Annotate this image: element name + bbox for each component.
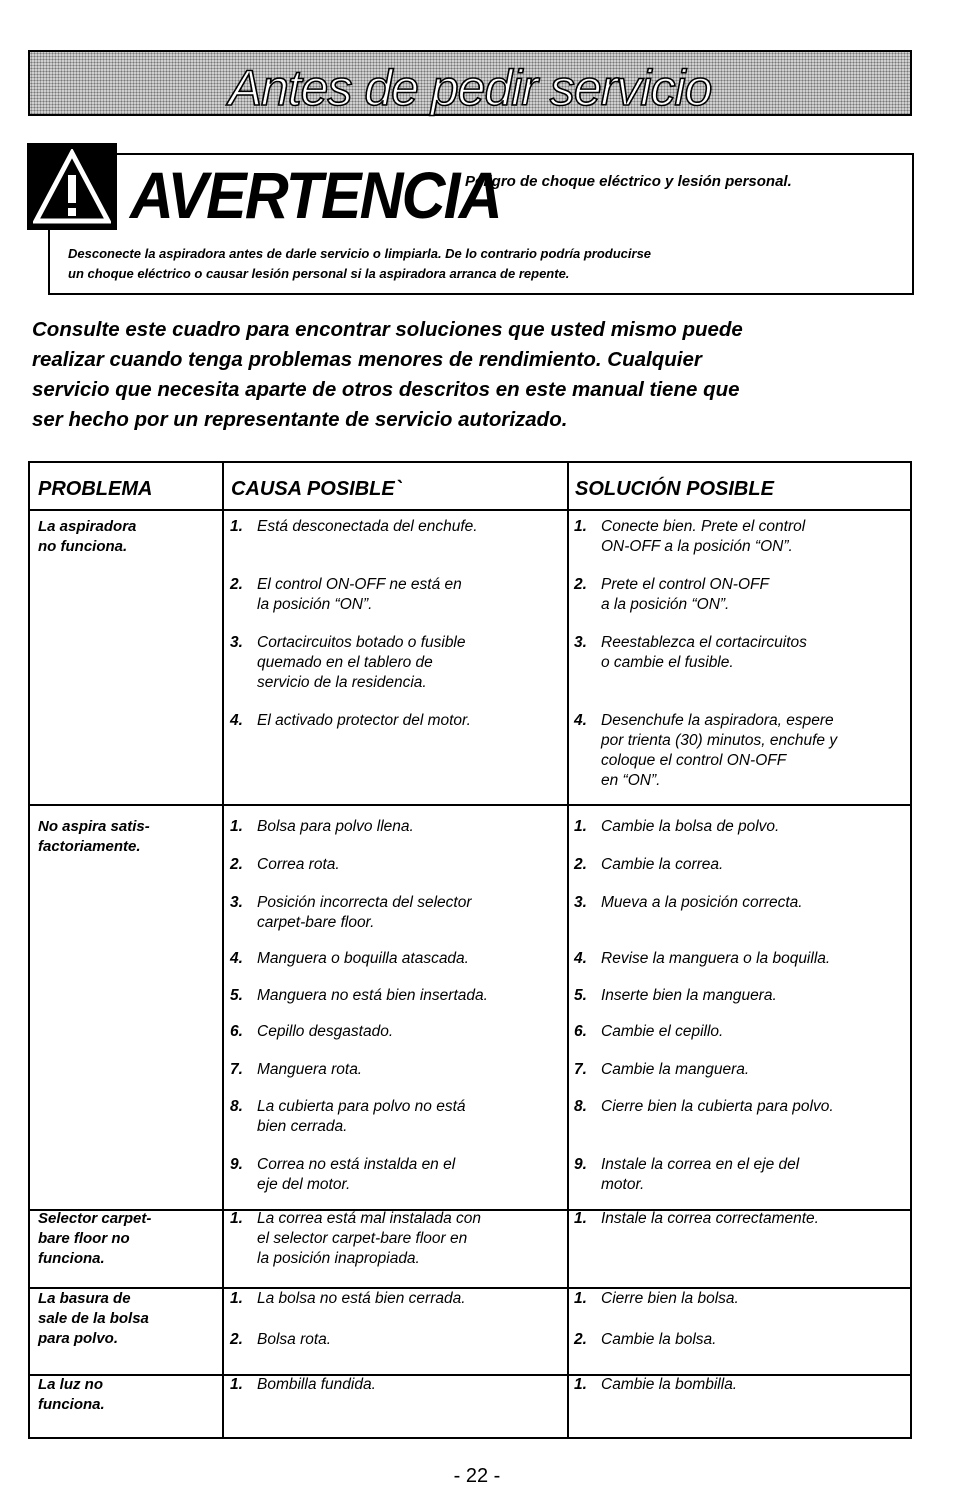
item-number: 8. xyxy=(574,1098,587,1115)
cause-item-text: Bolsa rota. xyxy=(257,1331,332,1348)
cause-item-text: Cepillo desgastado. xyxy=(257,1023,394,1040)
solution-item xyxy=(574,1330,914,1350)
cause-item-text: Está desconectada del enchufe. xyxy=(257,518,478,535)
solution-item-text: Prete el control ON-OFF a la posición “ON”. xyxy=(601,576,769,613)
solution-item-text: Cambie la manguera. xyxy=(601,1061,750,1078)
warning-title: AVERTENCIA xyxy=(130,158,501,232)
cause-item-text: Correa rota. xyxy=(257,856,340,873)
item-number: 1. xyxy=(574,818,587,835)
cause-item-text: Correa no está instalda en el eje del motor. xyxy=(257,1156,456,1193)
problem-cell: La aspiradora no funciona. xyxy=(38,518,137,555)
solution-item-text: Cierre bien la cubierta para polvo. xyxy=(601,1098,834,1115)
problem-cell: La basura de sale de la bolsa para polvo. xyxy=(38,1290,149,1347)
cause-item xyxy=(230,1022,560,1042)
header-solucion-posible: SOLUCIÓN POSIBLE xyxy=(575,478,774,500)
header-divider xyxy=(30,509,910,511)
cause-item xyxy=(230,1155,560,1195)
item-number: 4. xyxy=(574,950,587,967)
cause-item xyxy=(230,1330,560,1350)
cause-item xyxy=(230,817,560,837)
warning-body-line: un choque eléctrico o causar lesión personal si la aspiradora arranca de repente. xyxy=(68,266,570,281)
solution-item-text: Cambie la bolsa de polvo. xyxy=(601,818,780,835)
item-number: 1. xyxy=(574,1290,587,1307)
cause-item xyxy=(230,893,560,933)
solution-item xyxy=(574,893,914,913)
item-number: 4. xyxy=(574,712,587,729)
solution-item xyxy=(574,817,914,837)
solution-item-text: Instale la correa en el eje del motor. xyxy=(601,1156,800,1193)
item-number: 1. xyxy=(574,518,587,535)
solution-item-text: Cierre bien la bolsa. xyxy=(601,1290,739,1307)
cause-item-text: La bolsa no está bien cerrada. xyxy=(257,1290,466,1307)
solution-item-text: Reestablezca el cortacircuitos o cambie el fusible. xyxy=(601,634,807,671)
solution-item xyxy=(574,1097,914,1117)
warning-icon-block xyxy=(27,143,117,230)
item-number: 6. xyxy=(230,1023,243,1040)
cause-item-text: Bombilla fundida. xyxy=(257,1376,376,1393)
cause-item xyxy=(230,575,560,615)
warning-triangle-icon xyxy=(33,149,111,225)
cause-item-text: Posición incorrecta del selector carpet-bare floor. xyxy=(257,894,472,931)
cause-item-text: La cubierta para polvo no está bien cerrada. xyxy=(257,1098,466,1135)
page-title: Antes de pedir servicio xyxy=(228,60,712,116)
cause-item xyxy=(230,1375,560,1395)
item-number: 5. xyxy=(230,987,243,1004)
intro-line: servicio que necesita aparte de otros descritos en este manual tiene que xyxy=(32,378,740,401)
problem-cell: Selector carpet- bare floor no funciona. xyxy=(38,1210,152,1267)
troubleshooting-table xyxy=(28,461,912,1439)
item-number: 2. xyxy=(230,576,243,593)
cause-item xyxy=(230,1289,560,1309)
item-number: 7. xyxy=(574,1061,587,1078)
item-number: 1. xyxy=(230,1290,243,1307)
intro-line: realizar cuando tenga problemas menores de rendimiento. Cualquier xyxy=(32,348,702,371)
solution-item-text: Cambie la correa. xyxy=(601,856,724,873)
cause-item-text: Manguera no está bien insertada. xyxy=(257,987,488,1004)
warning-body-line: Desconecte la aspiradora antes de darle servicio o limpiarla. De lo contrario podría producirse xyxy=(68,246,652,261)
solution-item xyxy=(574,949,914,969)
solution-item xyxy=(574,855,914,875)
cause-item-text: Manguera o boquilla atascada. xyxy=(257,950,469,967)
warning-subtitle: Peligro de choque eléctrico y lesión personal. xyxy=(465,173,792,190)
solution-item-text: Desenchufe la aspiradora, espere por trienta (30) minutos, enchufe y coloque el control ON-OFF en “ON”. xyxy=(601,712,838,789)
solution-item xyxy=(574,633,914,673)
item-number: 1. xyxy=(574,1376,587,1393)
item-number: 7. xyxy=(230,1061,243,1078)
item-number: 2. xyxy=(574,576,587,593)
problem-cell: No aspira satis- factoriamente. xyxy=(38,818,150,855)
intro-paragraph xyxy=(32,315,912,435)
solution-item-text: Inserte bien la manguera. xyxy=(601,987,777,1004)
cause-item xyxy=(230,1209,560,1269)
solution-item xyxy=(574,986,914,1006)
solution-item xyxy=(574,1209,914,1229)
item-number: 2. xyxy=(574,856,587,873)
item-number: 3. xyxy=(230,634,243,651)
cause-item-text: Cortacircuitos botado o fusible quemado en el tablero de servicio de la residencia. xyxy=(257,634,466,691)
solution-item xyxy=(574,1060,914,1080)
item-number: 1. xyxy=(230,818,243,835)
solution-item-text: Cambie la bombilla. xyxy=(601,1376,738,1393)
item-number: 3. xyxy=(574,634,587,651)
intro-line: ser hecho por un representante de servicio autorizado. xyxy=(32,408,568,431)
item-number: 5. xyxy=(574,987,587,1004)
item-number: 1. xyxy=(230,1376,243,1393)
cause-item xyxy=(230,633,560,693)
item-number: 8. xyxy=(230,1098,243,1115)
intro-line: Consulte este cuadro para encontrar soluciones que usted mismo puede xyxy=(32,318,743,341)
page-number: - 22 - xyxy=(453,1465,501,1487)
header-causa-posible: CAUSA POSIBLE` xyxy=(231,478,402,500)
item-number: 9. xyxy=(230,1156,243,1173)
row-divider xyxy=(30,804,910,806)
title-banner xyxy=(28,50,912,116)
cause-item-text: La correa está mal instalada con el selector carpet-bare floor en la posición inapropiada. xyxy=(257,1210,482,1267)
cause-item xyxy=(230,986,560,1006)
cause-item xyxy=(230,1060,560,1080)
cause-item-text: Bolsa para polvo llena. xyxy=(257,818,414,835)
cause-item-text: Manguera rota. xyxy=(257,1061,363,1078)
item-number: 2. xyxy=(574,1331,587,1348)
warning-body xyxy=(68,244,908,284)
item-number: 2. xyxy=(230,1331,243,1348)
column-divider xyxy=(567,463,569,1437)
item-number: 4. xyxy=(230,712,243,729)
item-number: 4. xyxy=(230,950,243,967)
solution-item xyxy=(574,517,914,557)
cause-item-text: El control ON-OFF ne está en la posición “ON”. xyxy=(257,576,462,613)
solution-item-text: Conecte bien. Prete el control ON-OFF a la posición “ON”. xyxy=(601,518,806,555)
cause-item xyxy=(230,1097,560,1137)
cause-item xyxy=(230,517,560,537)
cause-item xyxy=(230,855,560,875)
item-number: 1. xyxy=(230,1210,243,1227)
solution-item-text: Cambie la bolsa. xyxy=(601,1331,717,1348)
item-number: 1. xyxy=(574,1210,587,1227)
item-number: 3. xyxy=(574,894,587,911)
item-number: 9. xyxy=(574,1156,587,1173)
solution-item-text: Mueva a la posición correcta. xyxy=(601,894,803,911)
solution-item-text: Cambie el cepillo. xyxy=(601,1023,724,1040)
column-divider xyxy=(222,463,224,1437)
cause-item xyxy=(230,949,560,969)
item-number: 2. xyxy=(230,856,243,873)
cause-item xyxy=(230,711,560,731)
header-problema: PROBLEMA xyxy=(38,478,153,500)
solution-item xyxy=(574,1155,914,1195)
solution-item xyxy=(574,711,914,791)
solution-item-text: Instale la correa correctamente. xyxy=(601,1210,819,1227)
solution-item xyxy=(574,1375,914,1395)
solution-item xyxy=(574,575,914,615)
cause-item-text: El activado protector del motor. xyxy=(257,712,471,729)
item-number: 6. xyxy=(574,1023,587,1040)
item-number: 1. xyxy=(230,518,243,535)
problem-cell: La luz no funciona. xyxy=(38,1376,105,1413)
solution-item-text: Revise la manguera o la boquilla. xyxy=(601,950,831,967)
solution-item xyxy=(574,1022,914,1042)
item-number: 3. xyxy=(230,894,243,911)
solution-item xyxy=(574,1289,914,1309)
